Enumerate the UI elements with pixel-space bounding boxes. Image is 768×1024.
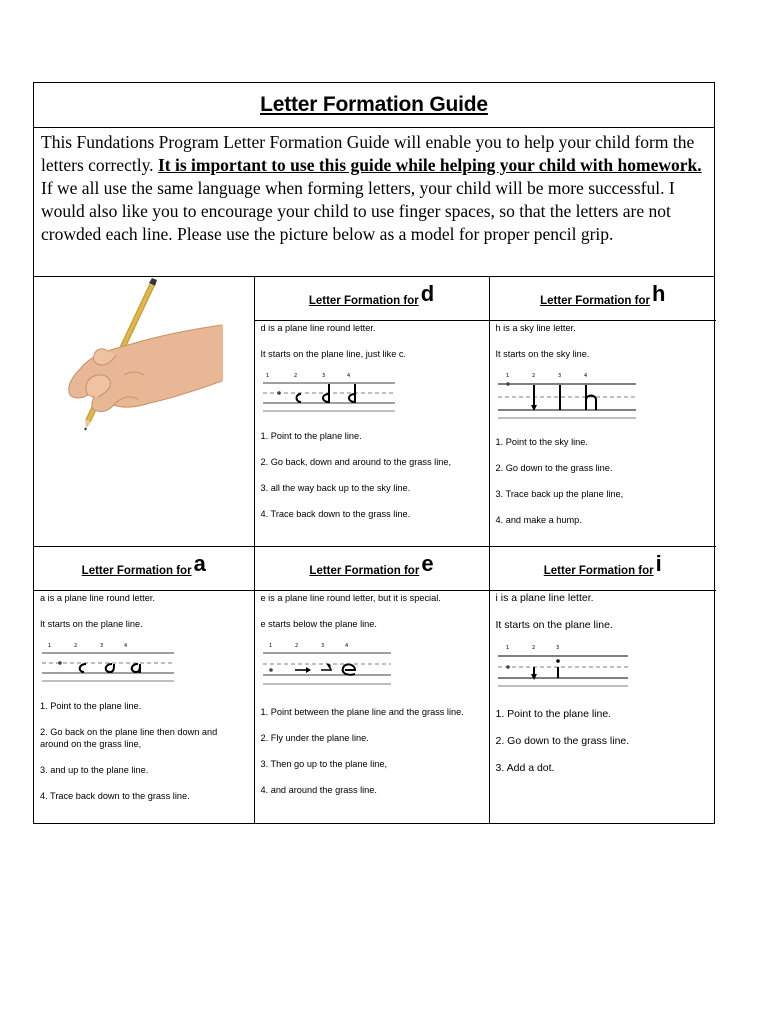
intro-paragraph: [34, 128, 714, 277]
step-number: 2: [293, 373, 297, 379]
step-number: 3: [321, 373, 325, 379]
heading-label: Letter Formation for: [309, 564, 420, 577]
description-line: h is a sky line letter.: [495, 323, 576, 333]
step-number: 2: [531, 373, 535, 379]
step-line: 2. Go back, down and around to the grass line,: [260, 457, 452, 467]
card-i-body: [490, 591, 717, 795]
card-d: [254, 277, 489, 547]
step-line: 3. all the way back up to the sky line.: [260, 483, 411, 493]
letter-d-formation-diagram: [263, 370, 403, 420]
card-e-heading: [255, 547, 489, 591]
description-line: It starts on the plane line.: [40, 619, 143, 629]
step-line: 2. Go down to the grass line.: [495, 735, 630, 747]
step-number: 4: [124, 643, 128, 649]
intro-text-continued: If we all use the same language when forming letters, your child will be more successful. I would also like you to encourage your child to use finger spaces, so that the letters are not crowded each line. Please use the picture below as a model for proper pencil grip.: [41, 178, 675, 244]
heading-letter: i: [655, 550, 662, 576]
step-number: 4: [346, 373, 350, 379]
step-line: 4. Trace back down to the grass line.: [260, 509, 411, 519]
intro-emphasis: It is important to use this guide while helping your child with homework.: [157, 155, 702, 175]
heading-letter: h: [651, 280, 666, 306]
step-number: 1: [505, 373, 509, 379]
heading-label: Letter Formation for: [81, 564, 192, 577]
step-number: 2: [294, 643, 298, 649]
page-title: Letter Formation Guide: [260, 93, 488, 116]
step-number: 3: [557, 373, 561, 379]
title-row: [34, 83, 714, 128]
card-a: [34, 547, 254, 824]
heading-label: Letter Formation for: [540, 294, 650, 307]
card-h-body: [490, 321, 717, 546]
description-line: It starts on the plane line.: [495, 619, 613, 631]
step-number: 3: [100, 643, 104, 649]
card-a-heading: [34, 547, 254, 591]
step-number: 3: [555, 645, 559, 651]
step-line: 4. and around the grass line.: [260, 785, 377, 795]
card-e-body: [255, 591, 489, 816]
step-line: 1. Point to the plane line.: [40, 701, 142, 711]
step-line: 2. Fly under the plane line.: [260, 733, 369, 743]
step-number: 4: [344, 643, 348, 649]
description-line: i is a plane line letter.: [495, 592, 594, 604]
letter-e-formation-diagram: [263, 640, 403, 696]
step-line: 2. Go back on the plane line then down and around on the grass line,: [40, 727, 218, 749]
card-d-heading: [255, 277, 489, 321]
card-e: [254, 547, 489, 824]
step-line: 1. Point to the sky line.: [495, 437, 588, 447]
heading-label: Letter Formation for: [308, 294, 419, 307]
step-line: 3. Trace back up the plane line,: [495, 489, 624, 499]
step-line: 3. and up to the plane line.: [40, 765, 149, 775]
letter-a-formation-diagram: [42, 640, 182, 690]
card-a-body: [34, 591, 254, 822]
step-number: 1: [268, 643, 272, 649]
step-line: 1. Point to the plane line.: [495, 708, 612, 720]
heading-letter: d: [420, 280, 435, 306]
heading-letter: e: [421, 550, 434, 576]
step-number: 3: [320, 643, 324, 649]
letter-h-formation-diagram: [498, 370, 643, 426]
description-line: a is a plane line round letter.: [40, 593, 155, 603]
card-h-heading: [490, 277, 717, 321]
step-line: 4. and make a hump.: [495, 515, 582, 525]
description-line: e starts below the plane line.: [260, 619, 377, 629]
intro-text: This Fundations Program Letter Formation Guide will enable you to help your child form the letters correctly.: [41, 132, 695, 175]
pencil-grip-photo-cell: [34, 277, 254, 547]
card-i-heading: [490, 547, 717, 591]
description-line: It starts on the plane line, just like c.: [260, 349, 407, 359]
step-line: 1. Point to the plane line.: [260, 431, 362, 441]
description-line: d is a plane line round letter.: [260, 323, 376, 333]
step-number: 2: [531, 645, 535, 651]
heading-label: Letter Formation for: [543, 564, 654, 577]
formation-grid: [34, 277, 716, 823]
step-number: 2: [74, 643, 78, 649]
description-line: e is a plane line round letter, but it is special.: [260, 593, 441, 603]
step-number: 1: [265, 373, 269, 379]
card-d-body: [255, 321, 489, 540]
card-i: [489, 547, 716, 824]
step-line: 4. Trace back down to the grass line.: [40, 791, 190, 801]
step-number: 4: [583, 373, 587, 379]
step-line: 3. Add a dot.: [495, 762, 555, 774]
step-line: 1. Point between the plane line and the grass line.: [260, 707, 464, 717]
card-h: [489, 277, 716, 547]
letter-i-formation-diagram: [498, 642, 638, 698]
step-line: 3. Then go up to the plane line,: [260, 759, 388, 769]
heading-letter: a: [193, 550, 206, 576]
step-number: 1: [48, 643, 52, 649]
pencil-grip-illustration: [34, 277, 254, 541]
description-line: It starts on the sky line.: [495, 349, 590, 359]
letter-formation-guide: [33, 82, 715, 824]
step-number: 1: [505, 645, 509, 651]
step-line: 2. Go down to the grass line.: [495, 463, 613, 473]
